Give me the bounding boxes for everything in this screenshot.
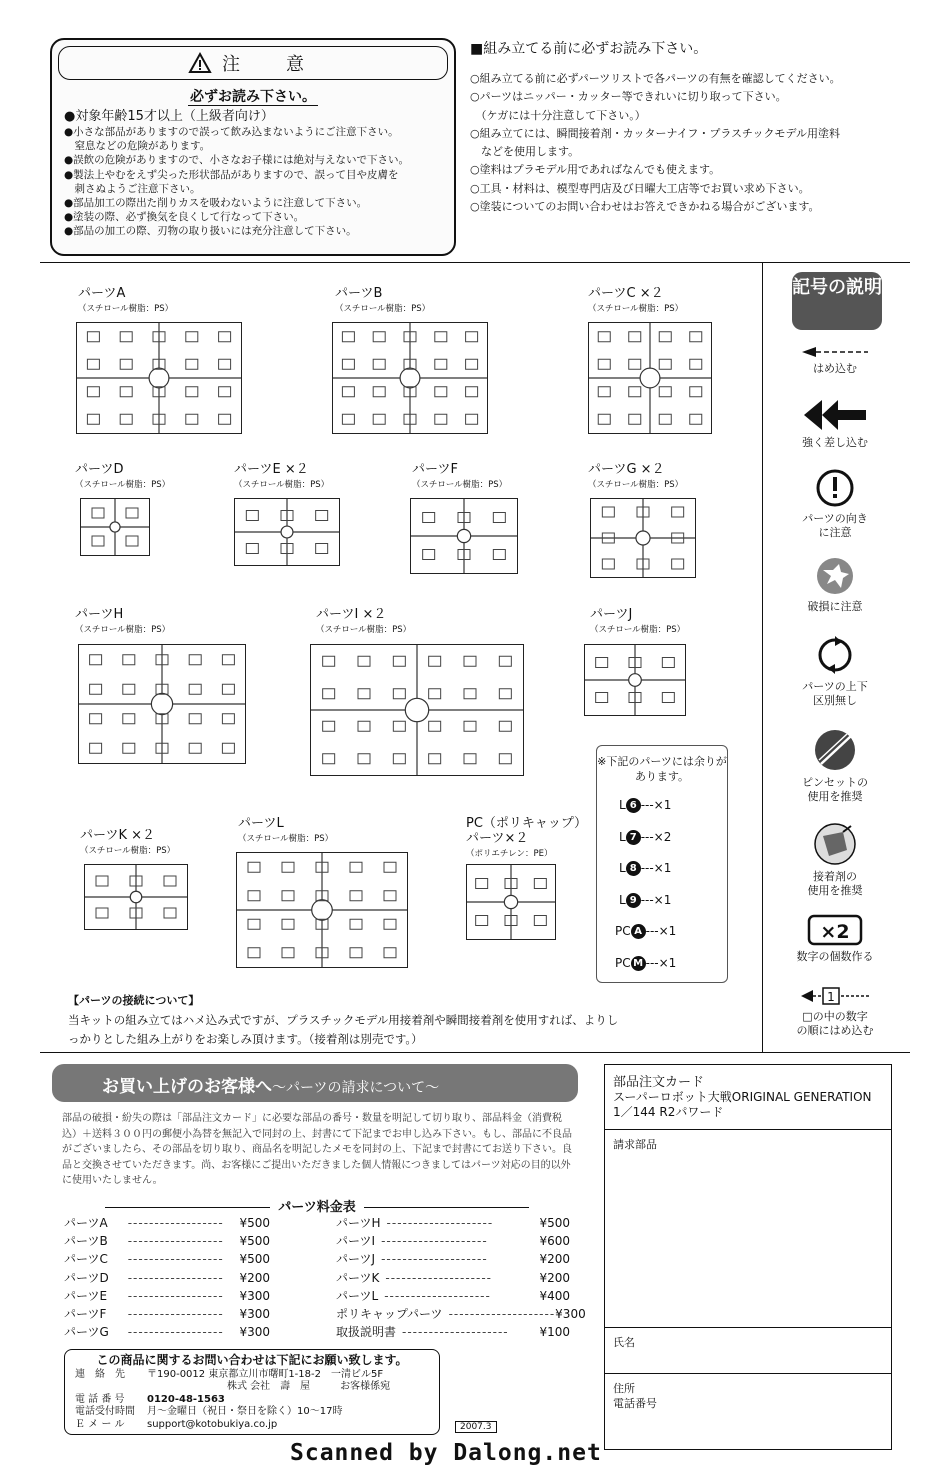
warning-item: 刺さぬようご注意下さい。	[64, 182, 201, 195]
purchase-banner: お買い上げのお客様へ～パーツの請求について～	[52, 1064, 578, 1102]
divider	[762, 262, 763, 1052]
before-assembly	[470, 38, 910, 216]
sprue-g-diagram	[590, 498, 696, 578]
connection-body: 当キットの組み立てはハメ込み式ですが、プラスチックモデル用接着剤や瞬間接着剤を使用すれば、よりしっかりとした組み上がりをお楽しみ頂けます。（接着剤は別売です。）	[68, 1013, 619, 1046]
part-i-label: パーツI ×２ （スチロール樹脂：PS）	[316, 607, 412, 635]
scan-credit: Scanned by Dalong.net	[290, 1440, 602, 1466]
spare-row: PC A ---×1	[615, 924, 677, 938]
card-field-name[interactable]: 氏名	[605, 1327, 891, 1373]
before-item: ○塗装についてのお問い合わせはお答えできかねる場合がございます。	[470, 200, 820, 214]
price-row: パーツE ------------------ ¥300	[64, 1288, 270, 1303]
sprue-b-diagram	[332, 322, 488, 434]
double-arrow-icon	[800, 398, 870, 432]
before-item: などを使用します。	[470, 145, 580, 159]
price-row: パーツB ------------------ ¥500	[64, 1234, 270, 1249]
card-product: スーパーロボット大戦ORIGINAL GENERATION	[613, 1090, 872, 1104]
contact-row: Ｅ メ ー ル support@kotobukiya.co.jp	[75, 1418, 278, 1430]
card-field-parts[interactable]: 請求部品	[605, 1129, 891, 1327]
sprue-c-diagram	[588, 322, 712, 434]
sprue-i-diagram	[310, 644, 524, 776]
part-e-label: パーツE ×２ （スチロール樹脂：PS）	[234, 462, 330, 490]
warning-title: 注 意	[222, 54, 318, 75]
card-field-address[interactable]: 住所	[605, 1373, 891, 1443]
warning-item: ●小さな部品がありますので誤って飲み込まないようにご注意下さい。	[64, 126, 399, 138]
sprue-a-diagram	[76, 322, 242, 434]
price-row: パーツF ------------------ ¥300	[64, 1307, 270, 1322]
warning-box	[50, 38, 456, 256]
purchase-text: 部品の破損・紛失の際は「部品注文カード」に必要な部品の番号・数量を明記して切り取り、部品料金（消費税込）＋送料３００円の郵便小為替を無記入で同封の上、封書にて下記までお申し込み下さい。もし、部品に不良品がございましたら、その部品を切り取り、商品名を明記したメモを同封の上、下記まで封書にてお送り下さい。良品と交換させていただきます。尚、お客様にご提出いただきました個人情報につきましてはパーツ対応の目的以外に使用いたしません。	[62, 1113, 572, 1187]
legend-item: パーツの向き に注意	[780, 468, 890, 540]
price-row: パーツJ -------------------- ¥200	[336, 1252, 570, 1267]
before-item: ○パーツはニッパー・カッター等できれいに切り取って下さい。	[470, 90, 787, 104]
card-field-phone[interactable]: 電話番号	[613, 1397, 657, 1410]
card-scale: 1／144 R2パワード	[613, 1105, 724, 1119]
part-l-label: パーツL （スチロール樹脂：PS）	[238, 816, 334, 844]
price-row: パーツK -------------------- ¥200	[336, 1270, 570, 1285]
warning-item: ●製法上やむをえず尖った形状部品がありますので、誤って目や皮膚を	[64, 168, 399, 181]
part-d-label: パーツD （スチロール樹脂：PS）	[75, 462, 171, 490]
spare-row: L 6 ---×1	[619, 798, 672, 812]
order-card	[604, 1064, 892, 1450]
spare-parts-note	[596, 745, 728, 983]
sprue-e-diagram	[234, 498, 340, 566]
part-j-label: パーツJ （スチロール樹脂：PS）	[590, 607, 686, 635]
print-date: 2007.3	[455, 1421, 497, 1433]
before-item: ○組み立てには、瞬間接着剤・カッターナイフ・プラスチックモデル用塗料	[470, 126, 840, 140]
dashed-arrow-icon	[800, 346, 870, 358]
tweezers-icon	[813, 728, 857, 772]
part-a-label: パーツA （スチロール樹脂：PS）	[78, 286, 174, 314]
sprue-l-diagram	[236, 852, 408, 968]
legend-item: パーツの上下 区別無し	[780, 634, 890, 708]
price-row: パーツL -------------------- ¥400	[336, 1288, 570, 1303]
card-title: 部品注文カード	[613, 1075, 705, 1090]
part-k-label: パーツK ×２ （スチロール樹脂：PS）	[80, 828, 176, 856]
price-row: パーツA ------------------ ¥500	[64, 1216, 270, 1230]
contact-title: この商品に関するお問い合わせは下記にお願い致します。	[96, 1353, 408, 1367]
sprue-j-diagram	[584, 644, 686, 716]
legend-item: ×2 数字の個数作る	[780, 914, 890, 964]
warning-list	[64, 108, 449, 239]
price-row: パーツI -------------------- ¥600	[336, 1234, 570, 1249]
part-c-label: パーツC ×２ （スチロール樹脂：PS）	[588, 286, 684, 314]
contact-row: 電 話 番 号 0120-48-1563	[75, 1393, 225, 1405]
contact-row: 電話受付時間 月～金曜日（祝日・祭日を除く）10～17時	[75, 1406, 343, 1417]
spare-row: L 9 ---×1	[619, 892, 672, 907]
glue-icon	[813, 822, 857, 866]
spare-row: L 8 ---×1	[619, 861, 672, 875]
warning-item: ●部品加工の際出た削りカスを吸わないように注意して下さい。	[64, 197, 368, 210]
rotate-icon	[814, 634, 856, 676]
warning-triangle-icon	[188, 52, 212, 74]
divider	[40, 1052, 910, 1053]
part-b-label: パーツB （スチロール樹脂：PS）	[335, 286, 431, 314]
warning-item: ●部品の加工の際、刃物の取り扱いには充分注意して下さい。	[64, 225, 357, 238]
price-row: パーツC ------------------ ¥500	[64, 1252, 270, 1267]
breakage-icon	[815, 556, 855, 596]
part-pc-label: PC（ポリキャップ）パーツ×２ （ポリエチレン：PE）	[466, 816, 581, 859]
price-row: パーツH -------------------- ¥500	[336, 1216, 570, 1230]
price-table-title: パーツ料金表	[62, 1196, 572, 1215]
legend-item: 破損に注意	[780, 556, 890, 614]
warning-item: ●塗装の際、必ず換気を良くして行なって下さい。	[64, 211, 305, 224]
part-h-label: パーツH （スチロール樹脂：PS）	[75, 607, 171, 635]
spare-header: ※下記のパーツには余りがあります。	[597, 755, 727, 783]
age-notice: ●対象年齢15才以上（上級者向け）	[64, 109, 274, 124]
sprue-f-diagram	[410, 498, 518, 574]
contact-row: 連 絡 先 〒190-0012 東京都立川市曙町1-18-2 一清ビル5F	[75, 1368, 384, 1380]
legend-item: はめ込む	[780, 346, 890, 376]
spare-row: L 7 ---×2	[619, 829, 672, 844]
svg-text:×2: ×2	[820, 921, 850, 943]
warning-item: ●誤飲の危険がありますので、小さなお子様には絶対与えないで下さい。	[64, 154, 409, 167]
svg-text:1: 1	[827, 990, 835, 1004]
price-row: ポリキャップパーツ -------------------- ¥300	[336, 1307, 586, 1322]
before-item: ○組み立てる前に必ずパーツリストで各パーツの有無を確認してください。	[470, 72, 841, 85]
warning-header	[58, 46, 448, 80]
legend-title: 記号の説明	[792, 272, 882, 330]
legend-item: 1 □の中の数字 の順にはめ込む	[780, 986, 890, 1038]
sprue-h-diagram	[78, 644, 246, 764]
numbered-arrow-icon	[799, 986, 871, 1006]
connection-note	[68, 992, 628, 1049]
sprue-d-diagram	[80, 498, 150, 556]
price-list-right	[336, 1214, 586, 1341]
price-list-left	[64, 1214, 270, 1341]
divider	[40, 262, 910, 263]
times-two-icon	[807, 914, 863, 946]
warning-item: 窒息などの危険があります。	[64, 140, 211, 153]
legend-item: ピンセットの 使用を推奨	[780, 728, 890, 804]
part-g-label: パーツG ×２ （スチロール樹脂：PS）	[588, 462, 684, 490]
before-title: ■組み立てる前に必ずお読み下さい。	[470, 41, 708, 57]
before-item: （ケガには十分注意して下さい。）	[470, 108, 646, 122]
price-row: パーツD ------------------ ¥200	[64, 1270, 270, 1285]
legend-item: 強く差し込む	[780, 398, 890, 450]
before-item: ○工具・材料は、模型専門店及び日曜大工店等でお買い求め下さい。	[470, 181, 810, 195]
part-f-label: パーツF （スチロール樹脂：PS）	[412, 462, 508, 490]
legend-item: 接着剤の 使用を推奨	[780, 822, 890, 898]
contact-box	[64, 1349, 440, 1435]
contact-row: 株式 会社 壽 屋 お客様係宛	[227, 1381, 391, 1392]
sprue-pc-diagram	[466, 864, 556, 940]
price-row: パーツG ------------------ ¥300	[64, 1325, 270, 1340]
spare-row: PC M ---×1	[615, 955, 677, 970]
connection-title: 【パーツの接続について】	[68, 994, 200, 1007]
price-row: 取扱説明書 -------------------- ¥100	[336, 1325, 570, 1340]
before-item: ○塗料はプラモデル用であればなんでも使えます。	[470, 163, 721, 177]
warning-subtitle: 必ずお読み下さい。	[190, 89, 316, 105]
sprue-k-diagram	[84, 864, 188, 930]
exclamation-icon	[815, 468, 855, 508]
